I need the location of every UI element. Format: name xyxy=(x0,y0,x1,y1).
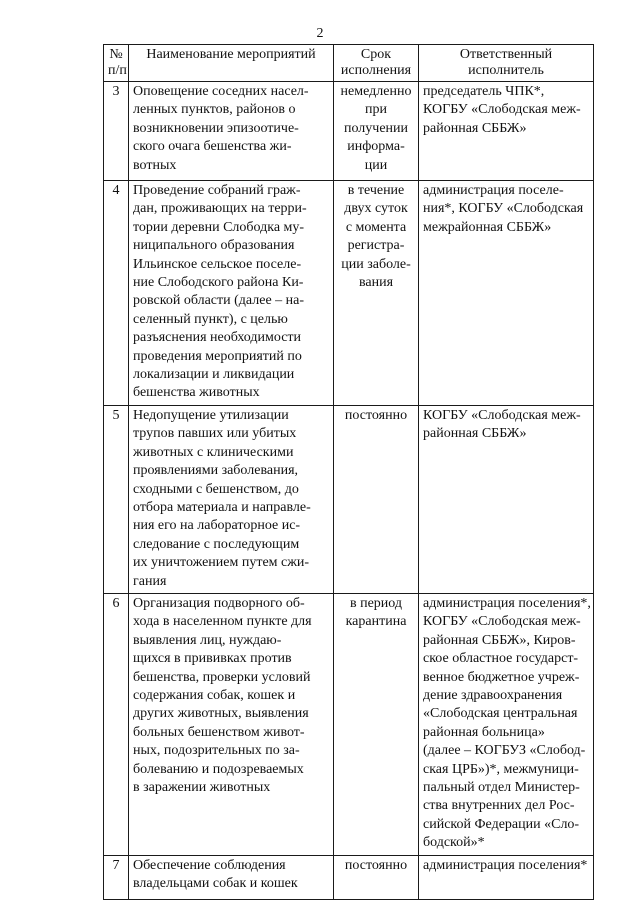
responsible-cell: КОГБУ «Слободская меж- районная СББЖ» xyxy=(419,405,594,593)
deadline-cell: в течение двух суток с момента регистра- ции заболе- вания xyxy=(334,181,419,406)
header-deadline: Срок исполнения xyxy=(334,45,419,82)
header-responsible: Ответственный исполнитель xyxy=(419,45,594,82)
table-row xyxy=(104,82,594,181)
responsible-cell: администрация поселе- ния*, КОГБУ «Слободская межрайонная СББЖ» xyxy=(419,181,594,406)
row-number: 7 xyxy=(104,855,129,899)
measure-name-cell: Организация подворного об- хода в населенном пункте для выявления лиц, нуждаю- щихся в прививках против бешенства, проверки условий содержания собак, кошек и других животных, выявления больных бешенством живот- ных, подозрительных по за- болеванию и подозреваемых в заражении животных xyxy=(129,593,334,855)
measure-name-cell: Проведение собраний граж- дан, проживающих на терри- тории деревни Слободка му- ниципального образования Ильинское сельское поселе- ние Слободского района Ки- ровской области (далее – на- селенный пункт), с целью разъяснения необходимости проведения мероприятий по локализации и ликвидации бешенства животных xyxy=(129,181,334,406)
responsible-cell: председатель ЧПК*, КОГБУ «Слободская меж- районная СББЖ» xyxy=(419,82,594,181)
table-row xyxy=(104,855,594,899)
deadline-cell: постоянно xyxy=(334,405,419,593)
measures-table xyxy=(103,44,594,900)
header-measure-name: Наименование мероприятий xyxy=(129,45,334,82)
table-row xyxy=(104,405,594,593)
row-number: 5 xyxy=(104,405,129,593)
responsible-cell: администрация поселения* xyxy=(419,855,594,899)
row-number: 3 xyxy=(104,82,129,181)
responsible-cell: администрация поселения*, КОГБУ «Слободская меж- районная СББЖ», Киров- ское областное государст- венное бюджетное учреж- дение здравоохранения «Слободская центральная районная больница» (далее – КОГБУЗ «Слобод- ская ЦРБ»)*, межмуници- пальный отдел Министер- ства внутренних дел Рос- сийской Федерации «Сло- бодской»* xyxy=(419,593,594,855)
measure-name-cell: Недопущение утилизации трупов павших или убитых животных с клиническими проявлениями заболевания, сходными с бешенством, до отбора материала и направле- ния его на лабораторное ис- следование с последующим их уничтожением путем сжи- гания xyxy=(129,405,334,593)
header-number: № п/п xyxy=(104,45,129,82)
page-number: 2 xyxy=(316,26,324,41)
table-row xyxy=(104,593,594,855)
table-row xyxy=(104,181,594,406)
measure-name-cell: Оповещение соседних насел- ленных пунктов, районов о возникновении эпизоотиче- ского очага бешенства жи- вотных xyxy=(129,82,334,181)
measure-name-cell: Обеспечение соблюдения владельцами собак и кошек xyxy=(129,855,334,899)
row-number: 4 xyxy=(104,181,129,406)
deadline-cell: постоянно xyxy=(334,855,419,899)
deadline-cell: в период карантина xyxy=(334,593,419,855)
deadline-cell: немедленно при получении информа- ции xyxy=(334,82,419,181)
row-number: 6 xyxy=(104,593,129,855)
table-header-row xyxy=(104,45,594,82)
